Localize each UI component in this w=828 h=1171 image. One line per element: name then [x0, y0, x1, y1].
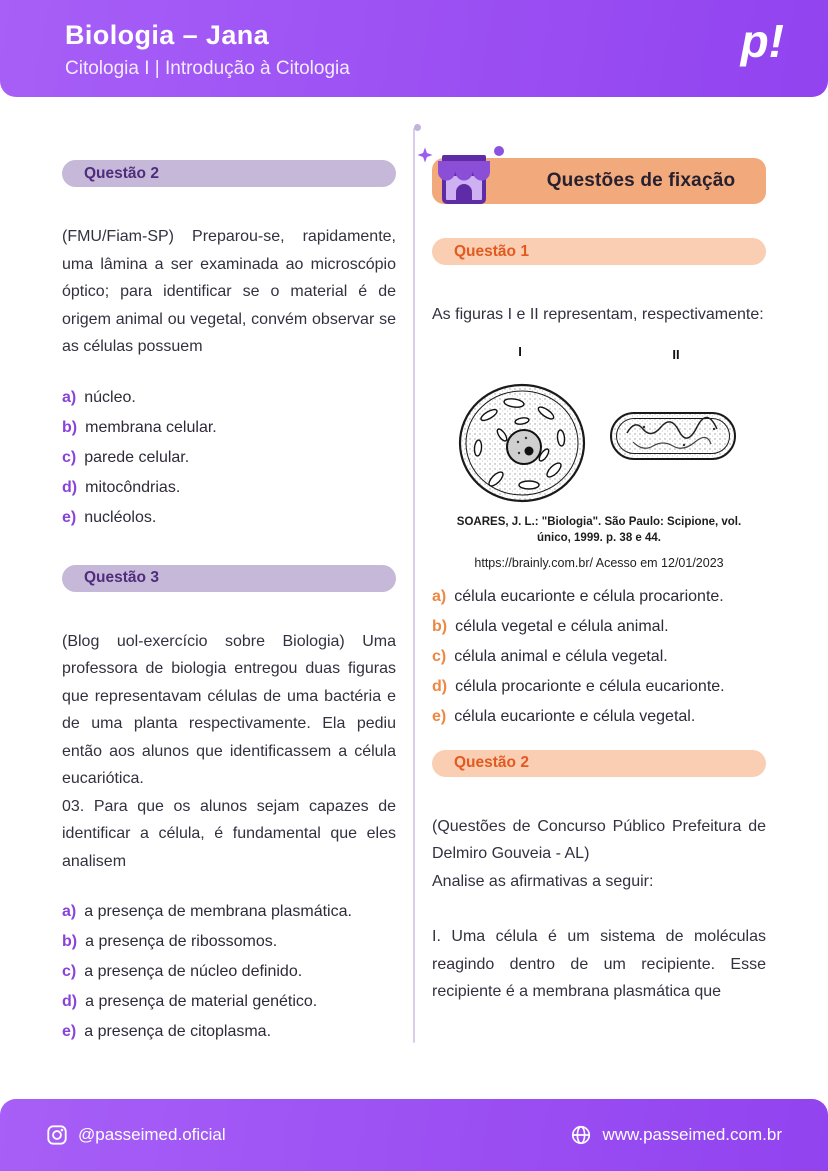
question-2-badge-right: Questão 2 [432, 750, 766, 777]
option-letter: a) [62, 903, 77, 921]
option-letter: b) [62, 933, 78, 951]
figure-label-i: I [518, 343, 522, 359]
fixation-banner-title: Questões de fixação [546, 170, 736, 191]
instagram-text: @passeimed.oficial [78, 1125, 226, 1144]
option-letter: c) [62, 963, 77, 981]
question-3-text-1: (Blog uol-exercício sobre Biologia) Uma professora de biologia entregou duas figuras que representavam células de uma bactéria e de uma planta respectivamente. Ela pediu então aos alunos que identificassem a célula eucariótica. [62, 632, 396, 788]
option-b [62, 417, 396, 439]
instagram-icon [46, 1124, 68, 1146]
lesson-subtitle: Citologia I | Introdução à Citologia [65, 58, 350, 79]
option-text: mitocôndrias. [85, 478, 181, 496]
eukaryotic-cell-drawing [460, 385, 584, 501]
option-letter: c) [62, 448, 77, 466]
option-letter: d) [62, 993, 78, 1011]
question-2-instruction: Analise as afirmativas a seguir: [432, 872, 654, 890]
question-3-badge-left: Questão 3 [62, 565, 396, 592]
option-text: a presença de citoplasma. [84, 1023, 272, 1041]
option-letter: e) [62, 508, 77, 526]
storefront-icon [428, 144, 500, 216]
question-3-text-2: 03. Para que os alunos sejam capazes de identificar a célula, é fundamental que eles analisem [62, 797, 396, 870]
option-c [62, 961, 396, 983]
option-letter: b) [432, 617, 448, 635]
option-e [62, 507, 396, 529]
figure-label-ii: II [672, 346, 680, 362]
question-3-options [62, 901, 396, 1043]
option-d [432, 676, 766, 698]
page-footer [0, 1099, 828, 1171]
question-2-text: (FMU/Fiam-SP) Preparou-se, rapidamente, uma lâmina a ser examinada ao microscópio óptico; para identificar se o material é de origem animal ou vegetal, convém observar se as células possuem [62, 228, 396, 356]
option-text: célula animal e célula vegetal. [454, 647, 668, 665]
column-divider [413, 128, 415, 1043]
option-letter: b) [62, 418, 78, 436]
question-2-statement-i: I. Uma célula é um sistema de moléculas reagindo dentro de um recipiente. Esse recipiente é a membrana plasmática que [432, 928, 766, 1001]
cells-illustration [434, 343, 764, 508]
option-d [62, 477, 396, 499]
option-a [62, 387, 396, 409]
option-text: a presença de ribossomos. [85, 933, 278, 951]
option-letter: e) [62, 1023, 77, 1041]
page-header [0, 0, 828, 97]
course-title: Biologia – Jana [65, 20, 270, 50]
question-1-badge-right: Questão 1 [432, 238, 766, 265]
website-text: www.passeimed.com.br [602, 1125, 782, 1144]
option-a [432, 586, 766, 608]
figure-citation: SOARES, J. L.: "Biologia". São Paulo: Scipione, vol. único, 1999. p. 38 e 44. [456, 515, 742, 545]
fixation-banner-wrap [432, 158, 766, 204]
option-c [432, 646, 766, 668]
option-letter: e) [432, 707, 447, 725]
option-text: núcleo. [84, 388, 136, 406]
option-text: célula procarionte e célula eucarionte. [455, 677, 725, 695]
option-c [62, 447, 396, 469]
question-2-options [62, 387, 396, 529]
website-link [570, 1124, 782, 1146]
brand-logo: p! [740, 15, 784, 67]
right-column [432, 158, 766, 1006]
option-b [62, 931, 396, 953]
option-text: a presença de membrana plasmática. [84, 903, 352, 921]
option-text: célula vegetal e célula animal. [455, 617, 669, 635]
option-text: nucléolos. [84, 508, 157, 526]
decorative-dot-icon [414, 124, 421, 131]
question-1-intro: As figuras I e II representam, respectivamente: [432, 306, 764, 323]
question-1-options [432, 586, 766, 728]
option-text: célula eucarionte e célula procarionte. [454, 587, 724, 605]
option-text: parede celular. [84, 448, 190, 466]
option-a [62, 901, 396, 923]
globe-icon [570, 1124, 592, 1146]
option-b [432, 616, 766, 638]
prokaryotic-cell-drawing [611, 413, 735, 459]
question-2-source: (Questões de Concurso Público Prefeitura de Delmiro Gouveia - AL) [432, 817, 766, 863]
figure-source-url: https://brainly.com.br/ Acesso em 12/01/2023 [474, 555, 724, 570]
option-d [62, 991, 396, 1013]
option-text: célula eucarionte e célula vegetal. [454, 707, 696, 725]
left-column [62, 160, 396, 1051]
option-e [432, 706, 766, 728]
option-text: a presença de núcleo definido. [84, 963, 303, 981]
instagram-handle [46, 1124, 226, 1146]
option-letter: d) [432, 677, 448, 695]
option-text: a presença de material genético. [85, 993, 318, 1011]
option-text: membrana celular. [85, 418, 217, 436]
cells-figure [432, 343, 766, 570]
option-letter: d) [62, 478, 78, 496]
option-letter: a) [62, 388, 77, 406]
option-letter: c) [432, 647, 447, 665]
question-2-badge-left: Questão 2 [62, 160, 396, 187]
option-e [62, 1021, 396, 1043]
option-letter: a) [432, 587, 447, 605]
